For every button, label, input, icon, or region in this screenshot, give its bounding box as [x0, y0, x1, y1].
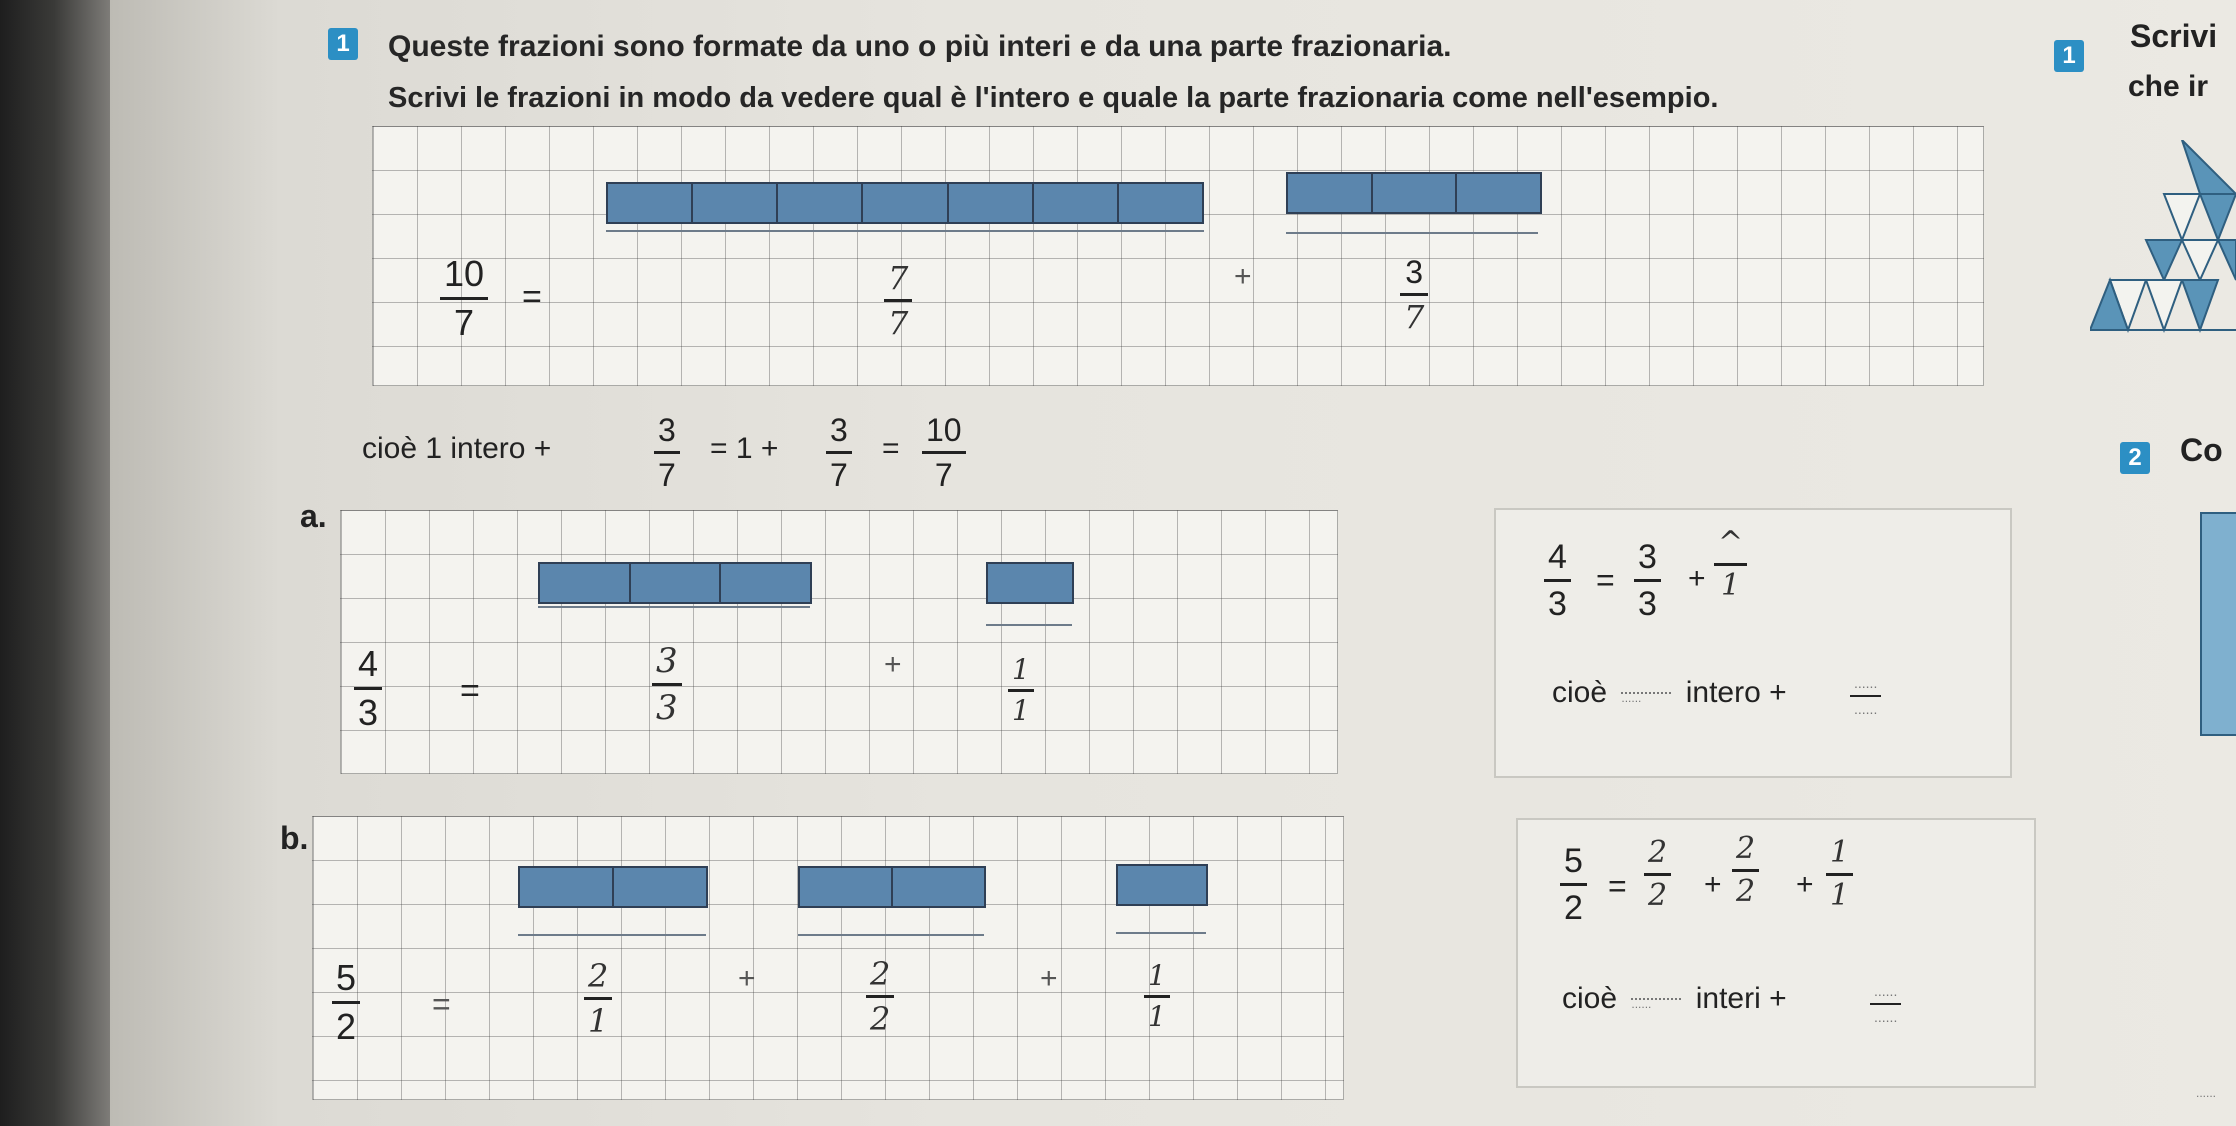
part-a-eq-whole: 3 3 — [1634, 540, 1661, 621]
example-part-bracket — [1286, 232, 1538, 234]
part-b-eq-sign: = — [1608, 868, 1627, 904]
part-b-eq-plus-1: + — [1704, 868, 1722, 901]
part-b-equals: = — [432, 986, 451, 1022]
part-a-eq-part[interactable]: ^ 1 — [1714, 528, 1747, 601]
part-b-eq-frac-3[interactable]: 1 1 — [1826, 838, 1853, 911]
part-a-answer-box — [1494, 508, 2012, 778]
part-b-part-bar — [1116, 864, 1208, 906]
part-a-whole-blank[interactable]: ...... — [1621, 691, 1671, 694]
example-whole-bracket — [606, 230, 1204, 232]
part-a-grid — [340, 510, 1338, 774]
part-a-part-bar — [986, 562, 1074, 604]
example-lhs-fraction: 10 7 — [440, 256, 488, 341]
part-b-part-fraction[interactable]: 1 1 — [1144, 962, 1170, 1031]
example-whole-fraction: 7 7 — [884, 262, 912, 339]
part-a-whole-bar — [538, 562, 812, 604]
part-a-equals: = — [460, 672, 480, 710]
book-spine — [0, 0, 120, 1126]
example-cioe-text: cioè 1 intero + — [362, 432, 552, 465]
part-b-plus-2: + — [1040, 962, 1058, 995]
right-exercise-1-badge: 1 — [2054, 40, 2084, 72]
part-b-whole-blank[interactable]: ...... — [1631, 997, 1681, 1000]
part-a-eq-sign: = — [1596, 562, 1615, 598]
right-co-text: Co — [2180, 432, 2223, 468]
part-a-eq-lhs: 4 3 — [1544, 540, 1571, 621]
right-exercise-2-badge: 2 — [2120, 442, 2150, 474]
part-a-whole-bracket — [538, 606, 810, 608]
part-b-whole-fraction-1[interactable]: 2 1 — [584, 960, 612, 1037]
right-scrivi-text: Scrivi — [2130, 18, 2218, 54]
example-cioe-frac1: 3 7 — [654, 414, 680, 491]
right-che-in-text: che ir — [2128, 70, 2209, 103]
part-a-plus: + — [884, 648, 902, 681]
part-b-grid — [312, 816, 1344, 1100]
part-a-fraction-blank[interactable]: ...... ...... — [1850, 676, 1881, 716]
part-a-part-fraction[interactable]: 1 1 — [1008, 656, 1034, 725]
part-a-part-bracket — [986, 624, 1072, 626]
example-cioe-mid: = 1 + — [710, 432, 779, 465]
part-b-whole-bar-2 — [798, 866, 986, 908]
part-b-fraction-blank[interactable]: ...... ...... — [1870, 984, 1901, 1024]
example-grid — [372, 126, 1984, 386]
part-b-answer-box — [1516, 818, 2036, 1088]
example-whole-bar — [606, 182, 1204, 224]
part-a-lhs-fraction: 4 3 — [354, 646, 382, 731]
part-b-whole-bracket-2 — [798, 934, 984, 936]
example-plus: + — [1234, 260, 1252, 293]
example-cioe-frac2: 3 7 — [826, 414, 852, 491]
part-b-eq-lhs: 5 2 — [1560, 844, 1587, 925]
example-part-bar — [1286, 172, 1542, 214]
part-b-label: b. — [280, 820, 309, 856]
right-blue-shape — [2200, 512, 2236, 736]
example-equals: = — [522, 278, 542, 316]
part-b-part-bracket — [1116, 932, 1206, 934]
part-a-eq-plus: + — [1688, 562, 1706, 595]
part-b-eq-frac-1[interactable]: 2 2 — [1644, 838, 1671, 911]
instruction-line-2: Scrivi le frazioni in modo da vedere qual è l'intero e quale la parte frazionaria come nell'esempio. — [388, 82, 1719, 114]
part-a-whole-fraction[interactable]: 3 3 — [652, 644, 682, 725]
part-b-eq-frac-2[interactable]: 2 2 — [1732, 834, 1759, 907]
part-a-cioe: cioè ...... intero + — [1552, 676, 1787, 709]
example-part-fraction: 3 7 — [1400, 256, 1428, 333]
part-b-cioe: cioè ...... interi + — [1562, 982, 1787, 1015]
part-b-lhs-fraction: 5 2 — [332, 960, 360, 1045]
part-b-eq-plus-2: + — [1796, 868, 1814, 901]
right-dots: ...... — [2196, 1086, 2217, 1100]
instruction-line-1: Queste frazioni sono formate da uno o più interi e da una parte frazionaria. — [388, 30, 1452, 63]
part-b-plus-1: + — [738, 962, 756, 995]
exercise-number-badge: 1 — [328, 28, 358, 60]
part-a-label: a. — [300, 498, 327, 534]
part-b-whole-fraction-2[interactable]: 2 2 — [866, 958, 894, 1035]
part-b-whole-bar-1 — [518, 866, 708, 908]
triangle-figure — [2090, 140, 2236, 340]
part-b-whole-bracket-1 — [518, 934, 706, 936]
example-cioe-eq: = — [882, 432, 900, 465]
example-cioe-frac3: 10 7 — [922, 414, 966, 491]
